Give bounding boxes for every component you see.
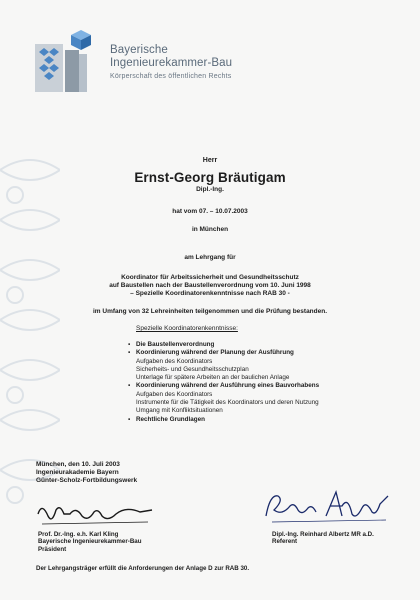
signer-left-role: Präsident xyxy=(38,545,67,553)
issuer-institute: Günter-Scholz-Fortbildungswerk xyxy=(36,476,138,484)
salutation: Herr xyxy=(202,157,218,164)
topic-item xyxy=(128,341,319,349)
course-line: auf Baustellen nach der Baustellenverordnung vom 10. Juni 1998 xyxy=(109,282,311,290)
topic-text: Koordinierung während der Planung der Ausführung xyxy=(136,349,294,357)
topic-item xyxy=(128,349,319,357)
organization-name xyxy=(110,44,232,80)
decorative-pattern xyxy=(0,150,60,510)
course-dates: hat vom 07. – 10.07.2003 xyxy=(172,208,248,215)
course-line: Koordinator für Arbeitssicherheit und Gesundheitsschutz xyxy=(121,274,299,281)
signer-left-name: Prof. Dr.-Ing. e.h. Karl Kling xyxy=(38,531,119,538)
topic-item xyxy=(136,358,319,366)
recipient-degree: Dipl.-Ing. xyxy=(196,186,224,193)
org-subtitle: Körperschaft des öffentlichen Rechts xyxy=(110,73,232,80)
bullet-icon: ▪ xyxy=(128,415,131,423)
signer-left xyxy=(38,531,142,553)
topic-item xyxy=(136,399,319,407)
bullet-icon: ▪ xyxy=(128,341,131,348)
topic-text: Umgang mit Konfliktsituationen xyxy=(136,407,223,415)
issue-place-date: München, den 10. Juli 2003 xyxy=(36,461,120,468)
signer-right-role: Referent xyxy=(272,538,298,546)
signer-left-org: Bayerische Ingenieurekammer-Bau xyxy=(38,538,142,546)
bullet-icon: ▪ xyxy=(128,349,131,357)
topic-text: Aufgaben des Koordinators xyxy=(136,357,213,365)
org-line-2: Ingenieurekammer-Bau xyxy=(110,57,233,69)
issue-block xyxy=(36,461,137,484)
topic-text: Koordinierung während der Ausführung eines Bauvorhabens xyxy=(136,382,320,390)
topic-item xyxy=(136,374,319,382)
recipient-name: Ernst-Georg Bräutigam xyxy=(134,170,286,185)
topic-item xyxy=(128,415,319,424)
signature-left-icon xyxy=(36,496,156,530)
chamber-logo-icon xyxy=(35,30,101,94)
topics-list xyxy=(128,341,320,424)
topic-text: Aufgaben des Koordinators xyxy=(136,390,213,398)
topic-item xyxy=(136,407,319,415)
signer-right-name: Dipl.-Ing. Reinhard Albertz MR a.D. xyxy=(272,531,374,538)
topic-text: Unterlage für spätere Arbeiten an der baulichen Anlage xyxy=(136,374,290,382)
issuer-academy: Ingenieurakademie Bayern xyxy=(36,468,119,476)
course-intro: am Lehrgang für xyxy=(184,254,236,261)
topic-item xyxy=(136,391,319,399)
course-city: in München xyxy=(191,226,229,233)
signer-right xyxy=(272,531,374,546)
topic-item xyxy=(136,366,319,374)
topic-text: Rechtliche Grundlagen xyxy=(136,415,205,423)
footer-note: Der Lehrgangsträger erfüllt die Anforderungen der Anlage D zur RAB 30. xyxy=(36,565,250,572)
topic-item xyxy=(128,382,320,390)
topic-text: Die Baustellenverordnung xyxy=(136,341,215,348)
org-line-1: Bayerische xyxy=(110,44,168,56)
result-statement: im Umfang von 32 Lehreinheiten teilgenommen und die Prüfung bestanden. xyxy=(92,308,328,315)
course-title xyxy=(0,274,420,299)
signature-right-icon xyxy=(262,486,392,530)
bullet-icon: ▪ xyxy=(128,382,131,390)
topic-text: Sicherheits- und Gesundheitsschutzplan xyxy=(136,365,249,373)
topics-title: Spezielle Koordinatorenkenntnisse: xyxy=(136,325,238,332)
topic-text: Instrumente für die Tätigkeit des Koordinators und deren Nutzung xyxy=(136,399,319,407)
course-line: – Spezielle Koordinatorenkenntnisse nach RAB 30 - xyxy=(130,290,290,298)
